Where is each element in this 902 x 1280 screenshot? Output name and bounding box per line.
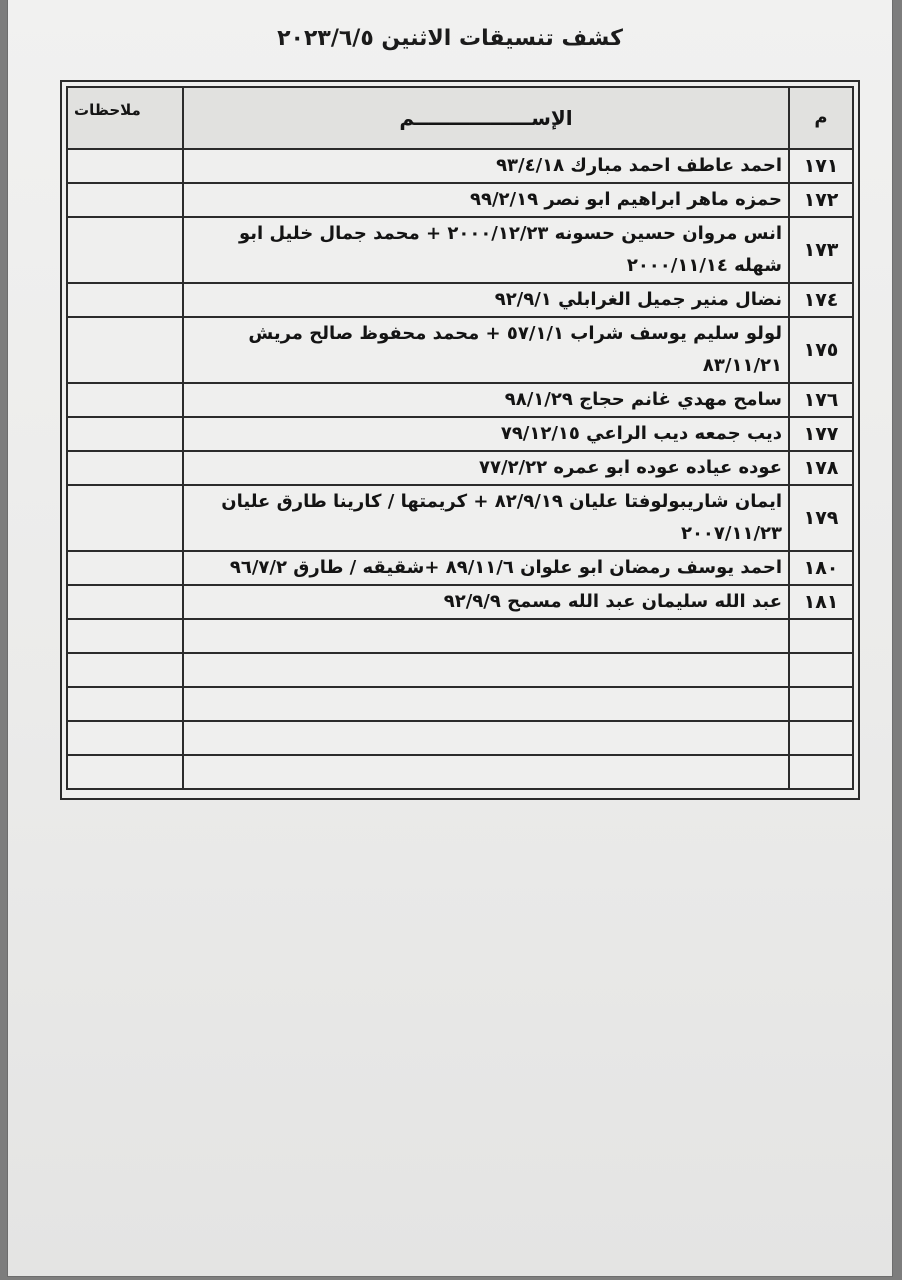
row-notes — [67, 585, 183, 619]
row-name: نضال منير جميل الغرابلي ٩٢/٩/١ — [183, 283, 789, 317]
row-notes — [67, 217, 183, 283]
document-title: كشف تنسيقات الاثنين ٢٠٢٣/٦/٥ — [277, 26, 623, 51]
row-number: ١٨١ — [789, 585, 853, 619]
row-name: احمد يوسف رمضان ابو علوان ٨٩/١١/٦ +شقيقه / طارق ٩٦/٧/٢ — [183, 551, 789, 585]
coordination-table-frame — [60, 80, 860, 800]
empty-table-row — [67, 619, 853, 653]
table-row — [67, 149, 853, 183]
table-row — [67, 585, 853, 619]
table-header-row — [67, 87, 853, 149]
table-row — [67, 217, 853, 283]
table-row — [67, 551, 853, 585]
row-number: ١٧٩ — [789, 485, 853, 551]
header-notes: ملاحظات — [67, 87, 183, 149]
row-notes — [67, 383, 183, 417]
table-row — [67, 317, 853, 383]
row-notes — [67, 283, 183, 317]
table-row — [67, 383, 853, 417]
row-name: عوده عياده عوده ابو عمره ٧٧/٢/٢٢ — [183, 451, 789, 485]
row-notes — [67, 317, 183, 383]
row-number: ١٧٦ — [789, 383, 853, 417]
empty-table-row — [67, 687, 853, 721]
coordination-table — [66, 86, 854, 790]
row-name: سامح مهدي غانم حجاج ٩٨/١/٢٩ — [183, 383, 789, 417]
row-number: ١٧٥ — [789, 317, 853, 383]
header-name — [183, 87, 789, 149]
row-name: ايمان شاريبولوفتا عليان ٨٢/٩/١٩ + كريمتها / كارينا طارق عليان ٢٠٠٧/١١/٢٣ — [183, 485, 789, 551]
row-name: انس مروان حسين حسونه ٢٠٠٠/١٢/٢٣ + محمد جمال خليل ابو شهله ٢٠٠٠/١١/١٤ — [183, 217, 789, 283]
table-row — [67, 417, 853, 451]
empty-table-row — [67, 755, 853, 789]
row-number: ١٧١ — [789, 149, 853, 183]
paper-sheet — [8, 0, 892, 1276]
row-number: ١٧٧ — [789, 417, 853, 451]
row-notes — [67, 417, 183, 451]
row-number: ١٨٠ — [789, 551, 853, 585]
row-notes — [67, 183, 183, 217]
row-number: ١٧٣ — [789, 217, 853, 283]
header-number: م — [789, 87, 853, 149]
row-number: ١٧٨ — [789, 451, 853, 485]
header-name-label: الإســـــــــــــــــم — [399, 106, 573, 130]
table-row — [67, 183, 853, 217]
row-number: ١٧٢ — [789, 183, 853, 217]
row-notes — [67, 551, 183, 585]
row-notes — [67, 451, 183, 485]
empty-table-row — [67, 653, 853, 687]
row-notes — [67, 149, 183, 183]
row-number: ١٧٤ — [789, 283, 853, 317]
table-row — [67, 451, 853, 485]
row-name: احمد عاطف احمد مبارك ٩٣/٤/١٨ — [183, 149, 789, 183]
table-row — [67, 485, 853, 551]
row-name: لولو سليم يوسف شراب ٥٧/١/١ + محمد محفوظ صالح مريش ٨٣/١١/٢١ — [183, 317, 789, 383]
table-row — [67, 283, 853, 317]
empty-table-row — [67, 721, 853, 755]
row-notes — [67, 485, 183, 551]
row-name: عبد الله سليمان عبد الله مسمح ٩٢/٩/٩ — [183, 585, 789, 619]
row-name: حمزه ماهر ابراهيم ابو نصر ٩٩/٢/١٩ — [183, 183, 789, 217]
row-name: ديب جمعه ديب الراعي ٧٩/١٢/١٥ — [183, 417, 789, 451]
